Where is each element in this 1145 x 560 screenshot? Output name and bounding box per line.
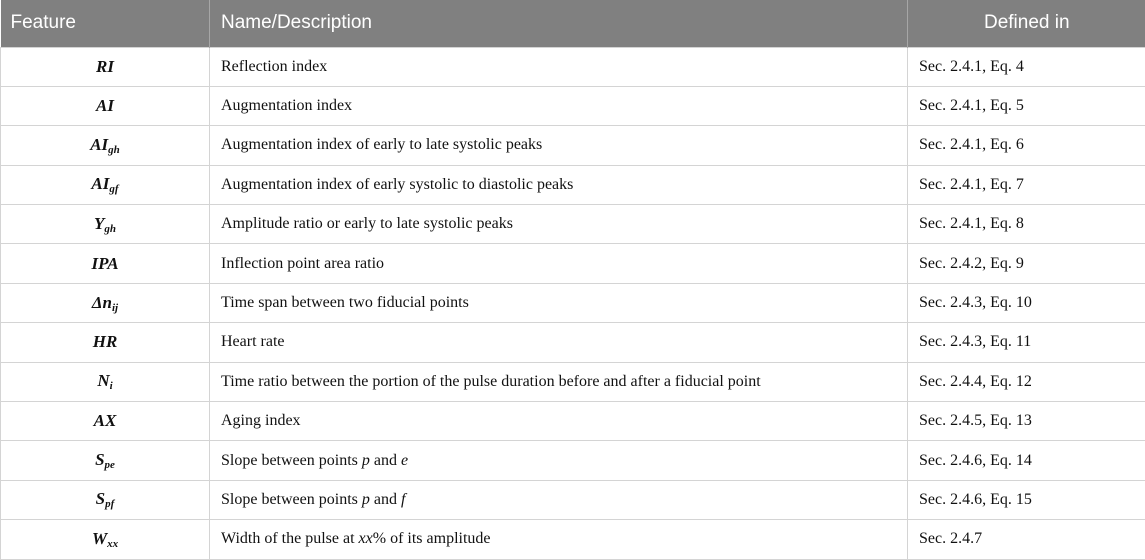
feature-subscript: i (110, 380, 113, 392)
feature-cell (1, 441, 210, 480)
description-cell (210, 165, 908, 204)
defined-in-cell: Sec. 2.4.6, Eq. 15 (908, 480, 1145, 519)
defined-in-cell: Sec. 2.4.1, Eq. 8 (908, 205, 1145, 244)
table-row (1, 520, 1145, 559)
description-text: Reflection index (221, 58, 327, 75)
description-cell (210, 362, 908, 401)
description-part: f (401, 491, 405, 508)
description-text: Time span between two fiducial points (221, 294, 469, 311)
feature-cell (1, 402, 210, 441)
description-part: e (401, 452, 408, 469)
feature-symbol: AI (90, 135, 108, 154)
defined-in-cell: Sec. 2.4.7 (908, 520, 1145, 559)
description-cell (210, 47, 908, 86)
feature-symbol: AI (91, 174, 109, 193)
description-part: and (370, 452, 401, 469)
feature-cell (1, 520, 210, 559)
defined-in-cell: Sec. 2.4.2, Eq. 9 (908, 244, 1145, 283)
feature-symbol: W (92, 529, 107, 548)
description-text: Augmentation index of early systolic to diastolic peaks (221, 176, 573, 193)
table-row (1, 86, 1145, 125)
feature-symbol: HR (93, 332, 118, 351)
description-part: p (362, 491, 370, 508)
description-cell (210, 520, 908, 559)
description-cell (210, 283, 908, 322)
description-part: Slope between points (221, 452, 362, 469)
description-text: Inflection point area ratio (221, 255, 384, 272)
feature-symbol: N (97, 371, 109, 390)
feature-cell (1, 283, 210, 322)
description-cell (210, 441, 908, 480)
feature-cell (1, 47, 210, 86)
table-header (1, 0, 1145, 47)
header-row (1, 0, 1145, 47)
table-row (1, 362, 1145, 401)
table-row (1, 165, 1145, 204)
defined-in-cell: Sec. 2.4.3, Eq. 11 (908, 323, 1145, 362)
defined-in-cell: Sec. 2.4.3, Eq. 10 (908, 283, 1145, 322)
feature-subscript: pe (105, 459, 115, 471)
defined-in-cell: Sec. 2.4.4, Eq. 12 (908, 362, 1145, 401)
feature-cell (1, 480, 210, 519)
feature-cell (1, 165, 210, 204)
feature-subscript: ij (112, 302, 118, 314)
header-description: Name/Description (210, 0, 908, 47)
header-defined-in: Defined in (908, 0, 1145, 47)
table-row (1, 480, 1145, 519)
defined-in-cell: Sec. 2.4.6, Eq. 14 (908, 441, 1145, 480)
description-cell (210, 205, 908, 244)
description-cell (210, 244, 908, 283)
defined-in-cell: Sec. 2.4.5, Eq. 13 (908, 402, 1145, 441)
defined-in-cell: Sec. 2.4.1, Eq. 4 (908, 47, 1145, 86)
description-cell (210, 323, 908, 362)
table-row (1, 323, 1145, 362)
feature-subscript: gh (104, 223, 116, 235)
header-feature: Feature (1, 0, 210, 47)
feature-symbol: AX (94, 411, 117, 430)
feature-subscript: gf (109, 183, 118, 195)
feature-cell (1, 86, 210, 125)
table-body (1, 47, 1145, 559)
description-text: Heart rate (221, 333, 285, 350)
description-part: % of its amplitude (373, 530, 491, 547)
table-row (1, 441, 1145, 480)
defined-in-cell: Sec. 2.4.1, Eq. 5 (908, 86, 1145, 125)
description-part: p (362, 452, 370, 469)
table-row (1, 205, 1145, 244)
feature-subscript: xx (107, 538, 118, 550)
feature-symbol: RI (96, 57, 114, 76)
description-text: Time ratio between the portion of the pulse duration before and after a fiducial point (221, 373, 761, 390)
table-row (1, 126, 1145, 165)
description-text: Augmentation index of early to late systolic peaks (221, 136, 542, 153)
table-row (1, 244, 1145, 283)
feature-symbol: S (95, 450, 104, 469)
feature-symbol: IPA (91, 254, 118, 273)
description-text: Amplitude ratio or early to late systolic peaks (221, 215, 513, 232)
description-cell (210, 126, 908, 165)
feature-subscript: gh (108, 144, 120, 156)
table-row (1, 283, 1145, 322)
feature-cell (1, 323, 210, 362)
feature-symbol: Δn (92, 293, 112, 312)
description-cell (210, 480, 908, 519)
feature-cell (1, 126, 210, 165)
feature-cell (1, 244, 210, 283)
description-part: Slope between points (221, 491, 362, 508)
defined-in-cell: Sec. 2.4.1, Eq. 7 (908, 165, 1145, 204)
feature-symbol: AI (96, 96, 114, 115)
description-text: Aging index (221, 412, 301, 429)
feature-cell (1, 205, 210, 244)
defined-in-cell: Sec. 2.4.1, Eq. 6 (908, 126, 1145, 165)
description-cell (210, 402, 908, 441)
feature-symbol: S (96, 489, 105, 508)
table-row (1, 47, 1145, 86)
description-part: Width of the pulse at (221, 530, 359, 547)
feature-cell (1, 362, 210, 401)
feature-subscript: pf (105, 498, 114, 510)
feature-symbol: Y (94, 214, 104, 233)
description-part: and (370, 491, 401, 508)
description-text: Augmentation index (221, 97, 352, 114)
table-row (1, 402, 1145, 441)
description-part: xx (359, 530, 373, 547)
description-cell (210, 86, 908, 125)
